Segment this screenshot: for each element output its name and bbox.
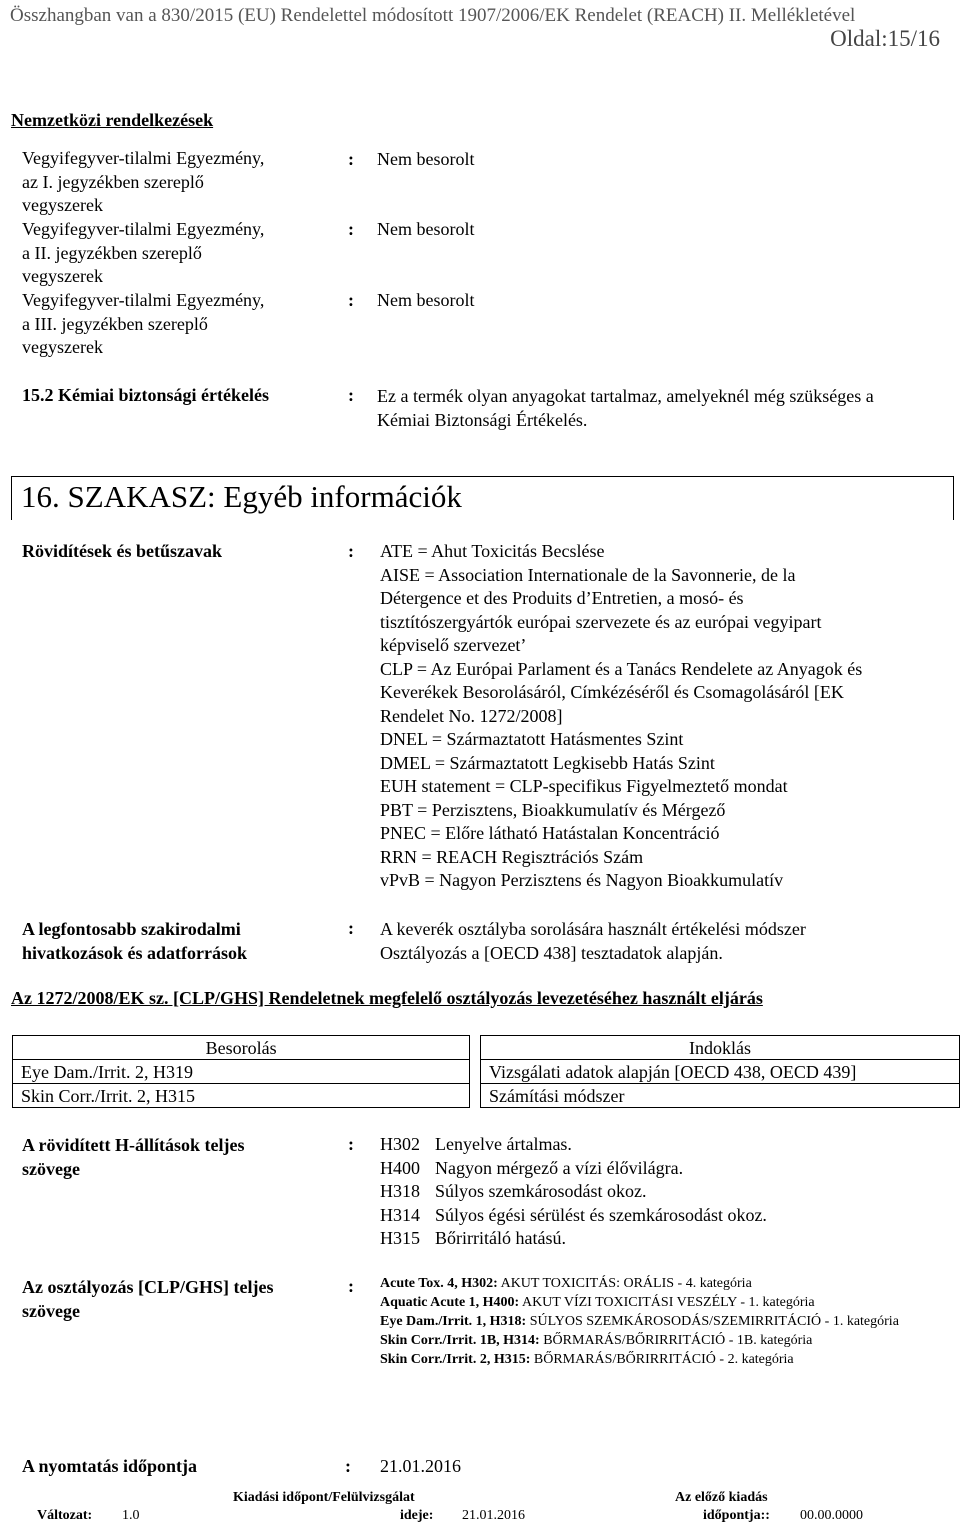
- document-header-title: Összhangban van a 830/2015 (EU) Rendelettel módosított 1907/2006/EK Rendelet (REACH) II. Mellékletével: [10, 5, 856, 26]
- table-row: [13, 1060, 960, 1084]
- issue-date-value: 21.01.2016: [462, 1508, 525, 1523]
- table-cell: Számítási módszer: [481, 1084, 960, 1108]
- table-cell: Eye Dam./Irrit. 2, H319: [13, 1060, 470, 1084]
- list-item: Eye Dam./Irrit. 1, H318: SÚLYOS SZEMKÁROSODÁS/SZEMIRRITÁCIÓ - 1. kategória: [380, 1314, 899, 1329]
- abbreviation-line: RRN = REACH Regisztrációs Szám: [380, 846, 644, 867]
- list-item: Aquatic Acute 1, H400: AKUT VÍZI TOXICITÁSI VESZÉLY - 1. kategória: [380, 1295, 815, 1310]
- literature-value: A keverék osztályba sorolására használt értékelési módszer Osztályozás a [OECD 438] tesztadatok alapján.: [380, 919, 806, 963]
- colon: :: [348, 1276, 354, 1296]
- colon: :: [348, 918, 354, 938]
- colon: :: [348, 290, 354, 310]
- abbreviation-line: vPvB = Nagyon Perzisztens és Nagyon Bioakkumulatív: [380, 870, 784, 890]
- version-label: Változat:: [37, 1508, 93, 1523]
- abbreviation-line: ATE = Ahut Toxicitás Becslése: [380, 541, 605, 561]
- intl-row-2-label: Vegyifegyver-tilalmi Egyezmény, a II. jegyzékben szereplő vegyszerek: [22, 219, 265, 286]
- abbreviations-label: Rövidítések és betűszavak: [22, 541, 223, 561]
- intl-row-3-value: Nem besorolt: [377, 290, 475, 310]
- chemical-safety-assessment-value: Ez a termék olyan anyagokat tartalmaz, amelyeknél még szükséges a Kémiai Biztonsági Értékelés.: [377, 386, 874, 430]
- print-date-label: A nyomtatás időpontja: [22, 1456, 198, 1476]
- list-item: H314 Súlyos égési sérülést és szemkárosodást okoz.: [380, 1204, 767, 1225]
- table-header-justification: Indoklás: [481, 1036, 960, 1060]
- abbreviation-line: DNEL = Származtatott Hatásmentes Szint: [380, 729, 684, 749]
- intl-row-1-label: Vegyifegyver-tilalmi Egyezmény, az I. jegyzékben szereplő vegyszerek: [22, 148, 265, 215]
- clp-procedure-heading: Az 1272/2008/EK sz. [CLP/GHS] Rendeletnek megfelelő osztályozás levezetéséhez használt eljárás: [11, 988, 763, 1008]
- list-item: H318 Súlyos szemkárosodást okoz.: [380, 1181, 647, 1201]
- abbreviation-line: EUH statement = CLP-specifikus Figyelmeztető mondat: [380, 776, 788, 796]
- intl-regulations-heading: Nemzetközi rendelkezések: [11, 110, 214, 130]
- table-cell: Skin Corr./Irrit. 2, H315: [13, 1084, 470, 1108]
- h-statements-label: A rövidített H-állítások teljes szövege: [22, 1135, 245, 1179]
- abbreviation-line: AISE = Association Internationale de la Savonnerie, de la: [380, 564, 796, 585]
- literature-label: A legfontosabb szakirodalmi hivatkozások és adatforrások: [22, 919, 248, 963]
- abbreviation-line: PNEC = Előre látható Hatástalan Koncentráció: [380, 823, 720, 843]
- issue-date-label-2: ideje:: [400, 1508, 434, 1523]
- chemical-safety-assessment-label: 15.2 Kémiai biztonsági értékelés: [22, 385, 269, 405]
- abbreviation-line: Keverékek Besorolásáról, Címkézéséről és Csomagolásáról [EK: [380, 682, 844, 702]
- h-statements-list: [380, 1133, 767, 1251]
- table-cell: Vizsgálati adatok alapján [OECD 438, OECD 439]: [481, 1060, 960, 1084]
- table-header-classification: Besorolás: [13, 1036, 470, 1060]
- list-item: Skin Corr./Irrit. 2, H315: BŐRMARÁS/BŐRIRRITÁCIÓ - 2. kategória: [380, 1352, 794, 1367]
- print-date-value: 21.01.2016: [380, 1456, 461, 1476]
- intl-row-2-value: Nem besorolt: [377, 219, 475, 239]
- ghs-classification-label: Az osztályozás [CLP/GHS] teljes szövege: [22, 1277, 274, 1321]
- section-16-title: 16. SZAKASZ: Egyéb információk: [21, 479, 462, 514]
- list-item: H315 Bőrirritáló hatású.: [380, 1228, 566, 1248]
- list-item: H400 Nagyon mérgező a vízi élővilágra.: [380, 1157, 684, 1178]
- intl-row-1-value: Nem besorolt: [377, 149, 475, 169]
- page-number: Oldal:15/16: [830, 26, 940, 51]
- previous-issue-label-2: időpontja::: [703, 1508, 770, 1523]
- abbreviation-line: CLP = Az Európai Parlament és a Tanács Rendelete az Anyagok és: [380, 658, 863, 679]
- previous-issue-value: 00.00.0000: [800, 1508, 863, 1523]
- abbreviation-line: tisztítószergyártók európai szervezete és az európai vegyipart: [380, 611, 822, 632]
- table-header-row: [13, 1036, 960, 1060]
- abbreviation-line: PBT = Perzisztens, Bioakkumulatív és Mérgező: [380, 799, 726, 820]
- abbreviations-list: [380, 540, 862, 893]
- list-item: Acute Tox. 4, H302: AKUT TOXICITÁS: ORÁLIS - 4. kategória: [380, 1276, 752, 1291]
- previous-issue-label: Az előző kiadás: [675, 1490, 768, 1505]
- abbreviation-line: DMEL = Származtatott Legkisebb Hatás Szint: [380, 752, 715, 773]
- issue-date-label: Kiadási időpont/Felülvizsgálat: [233, 1490, 415, 1505]
- colon: :: [348, 541, 354, 561]
- colon: :: [345, 1456, 351, 1476]
- colon: :: [348, 219, 354, 239]
- colon: :: [348, 385, 354, 405]
- colon: :: [348, 1134, 354, 1154]
- intl-row-3-label: Vegyifegyver-tilalmi Egyezmény, a III. jegyzékben szereplő vegyszerek: [22, 290, 265, 357]
- table-row: [13, 1084, 960, 1108]
- classification-table: [12, 1035, 960, 1108]
- abbreviation-line: képviselő szervezet’: [380, 635, 527, 655]
- version-value: 1.0: [122, 1508, 140, 1523]
- list-item: H302 Lenyelve ártalmas.: [380, 1134, 572, 1154]
- list-item: Skin Corr./Irrit. 1B, H314: BŐRMARÁS/BŐRIRRITÁCIÓ - 1B. kategória: [380, 1333, 813, 1348]
- abbreviation-line: Détergence et des Produits d’Entretien, a mosó- és: [380, 588, 744, 608]
- abbreviation-line: Rendelet No. 1272/2008]: [380, 705, 563, 726]
- colon: :: [348, 149, 354, 169]
- ghs-classification-list: [380, 1274, 940, 1369]
